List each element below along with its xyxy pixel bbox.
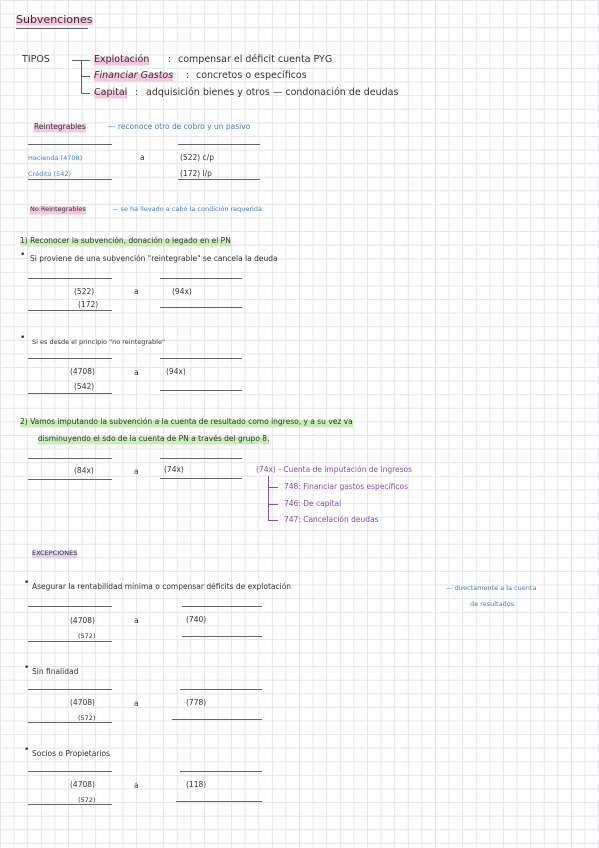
case-2-credit-1: (94x) [166, 367, 186, 376]
exc-1-a: a [134, 616, 139, 625]
exc-3-debit-2: (572) [78, 796, 96, 804]
case-2-debit-1: (4708) [70, 367, 95, 376]
exc-2-credit-line [180, 689, 262, 690]
exc-3-a: a [134, 781, 139, 790]
tipo-explotacion-sep: : [168, 54, 172, 65]
case-1-debit-1: (522) [74, 287, 95, 296]
exc-1-debit-1: (4708) [70, 616, 95, 625]
case-1-debit-bottom [28, 310, 112, 311]
case-2-credit-line [160, 358, 242, 359]
exc-3-debit-bottom [28, 804, 112, 805]
exc-2-a: a [134, 699, 139, 708]
case-1-debit-2: (172) [78, 300, 99, 309]
bullet-icon: • [24, 663, 30, 673]
entry-2-credit-bottom [160, 478, 242, 479]
bullet-icon: • [24, 578, 30, 588]
case-2-debit-bottom [28, 393, 112, 394]
step-1: 1) Reconocer la subvención, donación o legado en el PN [20, 236, 231, 245]
no-reintegrables-note: — se ha llevado a cabo la condición requerida [112, 205, 262, 213]
exc-2-debit-line [28, 689, 112, 690]
step-2-line-1: 2) Vamos imputando la subvención a la cuenta de resultado como ingreso, y a su vez va [20, 417, 353, 426]
tipos-branch-2 [81, 76, 90, 77]
tipo-capital: Capital [94, 87, 128, 98]
imputacion-bracket [268, 476, 269, 520]
exc-1-note-1: — directamente a la cuenta [446, 584, 537, 592]
exc-2-debit-bottom [28, 722, 112, 723]
no-reintegrables-heading: No Reintegrables [30, 205, 86, 213]
reintegrables-credit-2: (172) l/p [180, 169, 212, 178]
exc-1-debit-bottom [28, 641, 112, 642]
entry-2-debit: (84x) [74, 466, 94, 475]
reintegrables-debit-2: Crédito (542) [28, 170, 72, 178]
exc-3-debit-1: (4708) [70, 780, 95, 789]
imputacion-branch-1 [268, 487, 278, 488]
tipo-financiar: Financiar Gastos [94, 70, 174, 81]
tipos-bracket [81, 60, 82, 94]
exc-3-text: Socios o Propietarios [32, 749, 110, 758]
exc-2-text: Sin finalidad [32, 667, 79, 676]
step-2-line-2: disminuyendo el sdo de la cuenta de PN a través del grupo 8. [38, 434, 270, 443]
entry-2-a: a [134, 467, 139, 476]
entry-2-debit-line [28, 458, 112, 459]
imputacion-branch-3 [268, 520, 278, 521]
bullet-icon: • [24, 745, 30, 755]
tipo-capital-sep: : [135, 87, 139, 98]
reintegrables-note: — reconoce otro de cobro y un pasivo [108, 122, 251, 131]
exc-2-credit-bottom [172, 719, 262, 720]
reintegrables-debit-1: Hacienda (4708) [28, 154, 83, 162]
case-1-credit-1: (94x) [172, 287, 192, 296]
exc-1-text: Asegurar la rentabilidad mínima o compensar déficits de explotación [32, 582, 292, 591]
tipos-branch-3 [81, 93, 90, 94]
reintegrables-a: a [140, 153, 145, 162]
reintegrables-credit-1: (522) c/p [180, 153, 214, 162]
exc-1-debit-line [28, 606, 112, 607]
entry-2-credit: (74x) [164, 465, 184, 474]
imputacion-item-2: 746: De capital [284, 499, 342, 508]
tipos-label: TIPOS [22, 54, 50, 65]
case-2-debit-line [28, 358, 112, 359]
case-1-debit-line [28, 278, 112, 279]
page-title: Subvenciones [16, 13, 93, 26]
exc-1-credit-line [182, 606, 262, 607]
case-2-text: Si es desde el principio "no reintegrable" [32, 338, 165, 346]
imputacion-item-3: 747: Cancelación deudas [284, 515, 379, 524]
imputacion-branch-2 [268, 504, 278, 505]
tipo-financiar-desc: concretos o específicos [196, 70, 307, 81]
case-2-credit-bottom [160, 390, 242, 391]
bullet-icon: • [20, 250, 26, 260]
reintegrables-credit-line [178, 144, 260, 145]
case-1-credit-line [160, 278, 242, 279]
title-underline [16, 28, 88, 29]
bullet-icon: • [20, 333, 26, 343]
imputacion-item-1: 748: Financiar gastos específicos [284, 482, 408, 491]
tipo-explotacion: Explotación [94, 54, 150, 65]
case-1-a: a [134, 287, 139, 296]
tipo-financiar-sep: : [186, 70, 190, 81]
exc-3-credit-line [180, 771, 262, 772]
exc-1-note-2: de resultados [470, 600, 515, 608]
entry-2-credit-line [160, 458, 242, 459]
tipos-branch-1 [72, 60, 90, 61]
reintegrables-debit-bottom [28, 179, 112, 180]
tipo-capital-desc: adquisición bienes y otros — condonación de deudas [146, 87, 399, 98]
entry-2-debit-bottom [28, 479, 112, 480]
reintegrables-heading: Reintegrables [34, 122, 86, 131]
exc-2-debit-1: (4708) [70, 698, 95, 707]
exc-1-credit: (740) [186, 615, 207, 624]
case-1-credit-bottom [160, 307, 242, 308]
reintegrables-credit-bottom [178, 179, 260, 180]
exc-3-credit-bottom [176, 801, 262, 802]
case-2-debit-2: (542) [74, 382, 95, 391]
exc-2-debit-2: (572) [78, 714, 96, 722]
tipo-explotacion-desc: compensar el déficit cuenta PYG [178, 54, 333, 65]
reintegrables-debit-line [28, 144, 112, 145]
imputacion-head: (74x) - Cuenta de imputación de ingresos [256, 465, 413, 474]
exc-2-credit: (778) [186, 698, 207, 707]
exc-3-credit: (118) [186, 780, 207, 789]
exc-3-debit-line [28, 771, 112, 772]
exc-1-debit-2: (572) [78, 632, 96, 640]
excepciones-heading: EXCEPCIONES [32, 549, 78, 557]
case-1-text: Si proviene de una subvención "reintegrable" se cancela la deuda [30, 254, 278, 263]
case-2-a: a [134, 368, 139, 377]
exc-1-credit-bottom [182, 636, 262, 637]
